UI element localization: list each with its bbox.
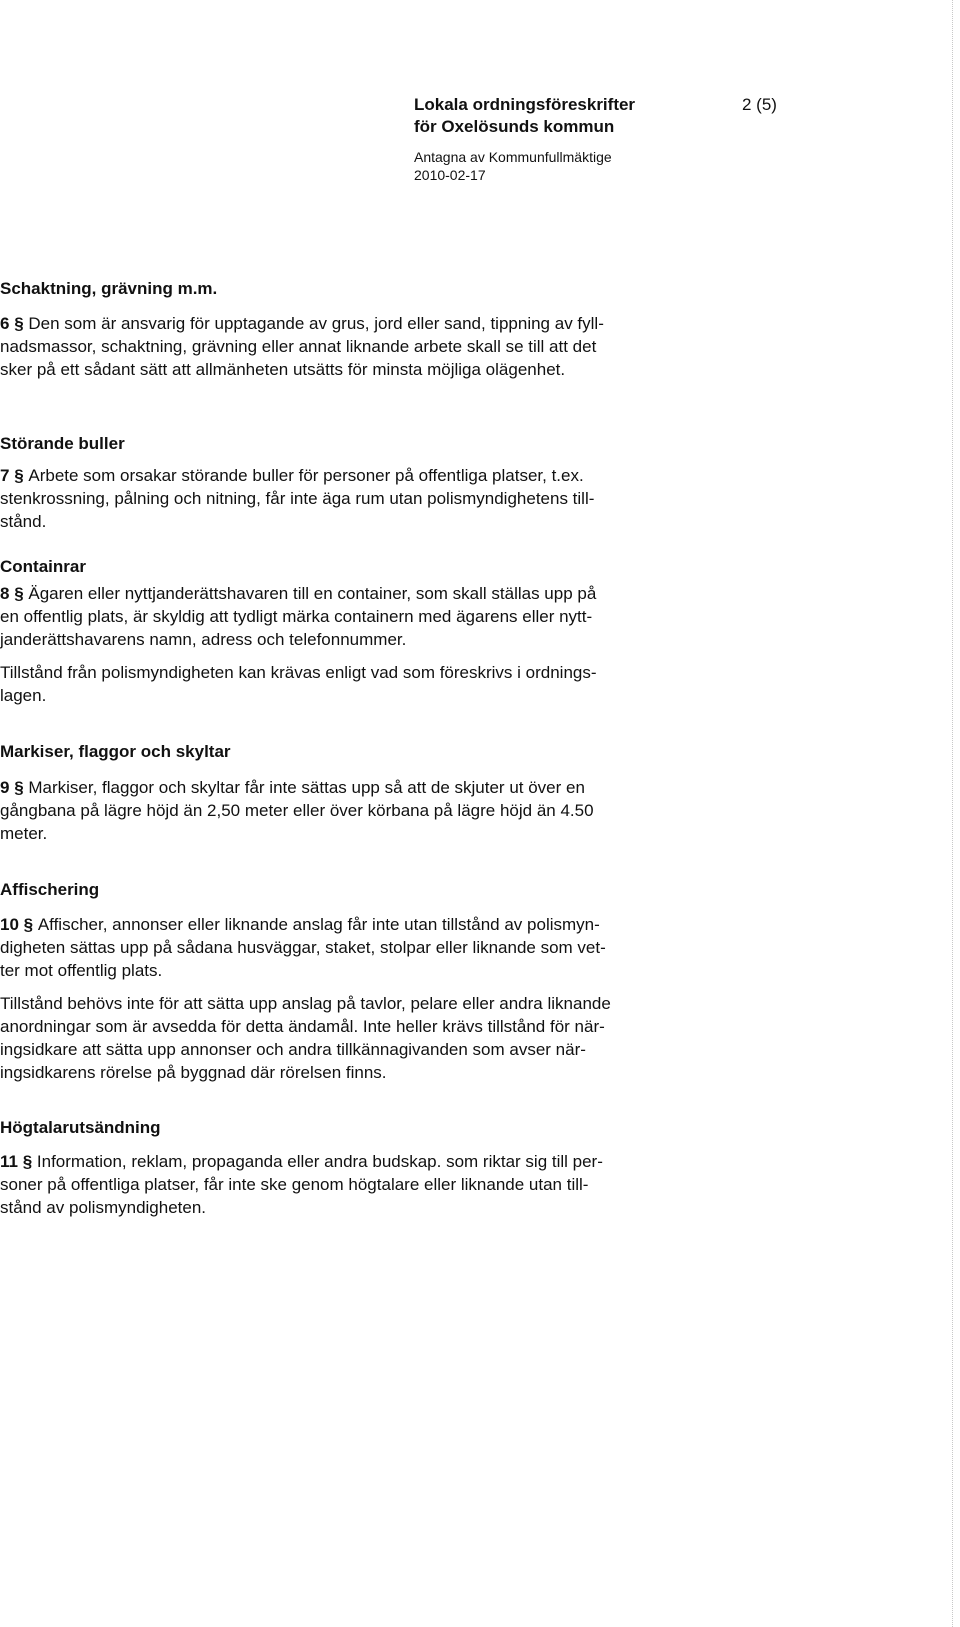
paragraph-line: 9 § Markiser, flaggor och skyltar får inte sättas upp så att de skjuter ut över en — [0, 778, 585, 797]
paragraph-line: Tillstånd från polismyndigheten kan krävas enligt vad som föreskrivs i ordnings- — [0, 663, 597, 682]
paragraph-line: lagen. — [0, 686, 47, 705]
section-symbol: § — [14, 314, 29, 333]
paragraph-line: gångbana på lägre höjd än 2,50 meter eller över körbana på lägre höjd än 4.50 — [0, 801, 594, 820]
section-paragraph — [0, 913, 606, 982]
section-heading: Störande buller — [0, 434, 125, 453]
header-title-line2: för Oxelösunds kommun — [414, 117, 615, 136]
paragraph-line: ingsidkare att sätta upp annonser och andra tillkännagivanden som avser när- — [0, 1040, 586, 1059]
section-paragraph — [0, 1150, 603, 1219]
paragraph-line: 8 § Ägaren eller nyttjanderättshavaren till en container, som skall ställas upp på — [0, 584, 597, 603]
section-symbol: § — [14, 778, 29, 797]
page-number: 2 (5) — [742, 95, 777, 114]
section-heading: Högtalarutsändning — [0, 1118, 161, 1137]
paragraph-line: janderättshavarens namn, adress och telefonnummer. — [0, 630, 407, 649]
paragraph-line: 11 § Information, reklam, propaganda eller andra budskap. som riktar sig till per- — [0, 1152, 603, 1171]
paragraph-line: nadsmassor, schaktning, grävning eller annat liknande arbete skall se till att det — [0, 337, 597, 356]
paragraph-number: 11 — [0, 1152, 23, 1171]
section-heading: Containrar — [0, 557, 86, 576]
paragraph-line: anordningar som är avsedda för detta ändamål. Inte heller krävs tillstånd för när- — [0, 1017, 605, 1036]
page-edge-divider — [952, 0, 954, 1627]
paragraph-line: stånd. — [0, 512, 47, 531]
document-header — [414, 94, 834, 184]
section-heading: Schaktning, grävning m.m. — [0, 279, 218, 298]
section-paragraph — [0, 464, 594, 533]
paragraph-number: 10 — [0, 915, 24, 934]
paragraph-number: 7 — [0, 466, 15, 485]
paragraph-line: meter. — [0, 824, 48, 843]
section-paragraph — [0, 661, 597, 707]
paragraph-line: stånd av polismyndigheten. — [0, 1198, 207, 1217]
section-symbol: § — [14, 466, 29, 485]
paragraph-line: stenkrossning, pålning och nitning, får inte äga rum utan polismyndighetens till- — [0, 489, 595, 508]
header-title-line1: Lokala ordningsföreskrifter — [414, 95, 636, 114]
section-paragraph — [0, 312, 604, 381]
paragraph-number: 6 — [0, 314, 15, 333]
paragraph-line: soner på offentliga platser, får inte ske genom högtalare eller liknande utan till- — [0, 1175, 589, 1194]
paragraph-line: Tillstånd behövs inte för att sätta upp anslag på tavlor, pelare eller andra liknande — [0, 994, 611, 1013]
section-paragraph — [0, 992, 611, 1084]
section-symbol: § — [23, 915, 38, 934]
paragraph-number: 9 — [0, 778, 15, 797]
section-symbol: § — [14, 584, 29, 603]
paragraph-number: 8 — [0, 584, 15, 603]
paragraph-line: sker på ett sådant sätt att allmänheten utsätts för minsta möjliga olägenhet. — [0, 360, 566, 379]
section-symbol: § — [22, 1152, 37, 1171]
paragraph-line: 7 § Arbete som orsakar störande buller för personer på offentliga platser, t.ex. — [0, 466, 584, 485]
adopted-by: Antagna av Kommunfullmäktige — [414, 149, 612, 165]
paragraph-line: 6 § Den som är ansvarig för upptagande av grus, jord eller sand, tippning av fyll- — [0, 314, 604, 333]
paragraph-line: en offentlig plats, är skyldig att tydligt märka containern med ägarens eller nytt- — [0, 607, 593, 626]
paragraph-line: ingsidkarens rörelse på byggnad där rörelsen finns. — [0, 1063, 387, 1082]
section-paragraph — [0, 582, 596, 651]
section-paragraph — [0, 776, 594, 845]
paragraph-line: digheten sättas upp på sådana husväggar, staket, stolpar eller liknande som vet- — [0, 938, 606, 957]
paragraph-line: 10 § Affischer, annonser eller liknande anslag får inte utan tillstånd av polismyn- — [0, 915, 600, 934]
section-heading: Affischering — [0, 880, 100, 899]
section-heading: Markiser, flaggor och skyltar — [0, 742, 231, 761]
paragraph-line: ter mot offentlig plats. — [0, 961, 163, 980]
adoption-date: 2010-02-17 — [414, 167, 486, 183]
